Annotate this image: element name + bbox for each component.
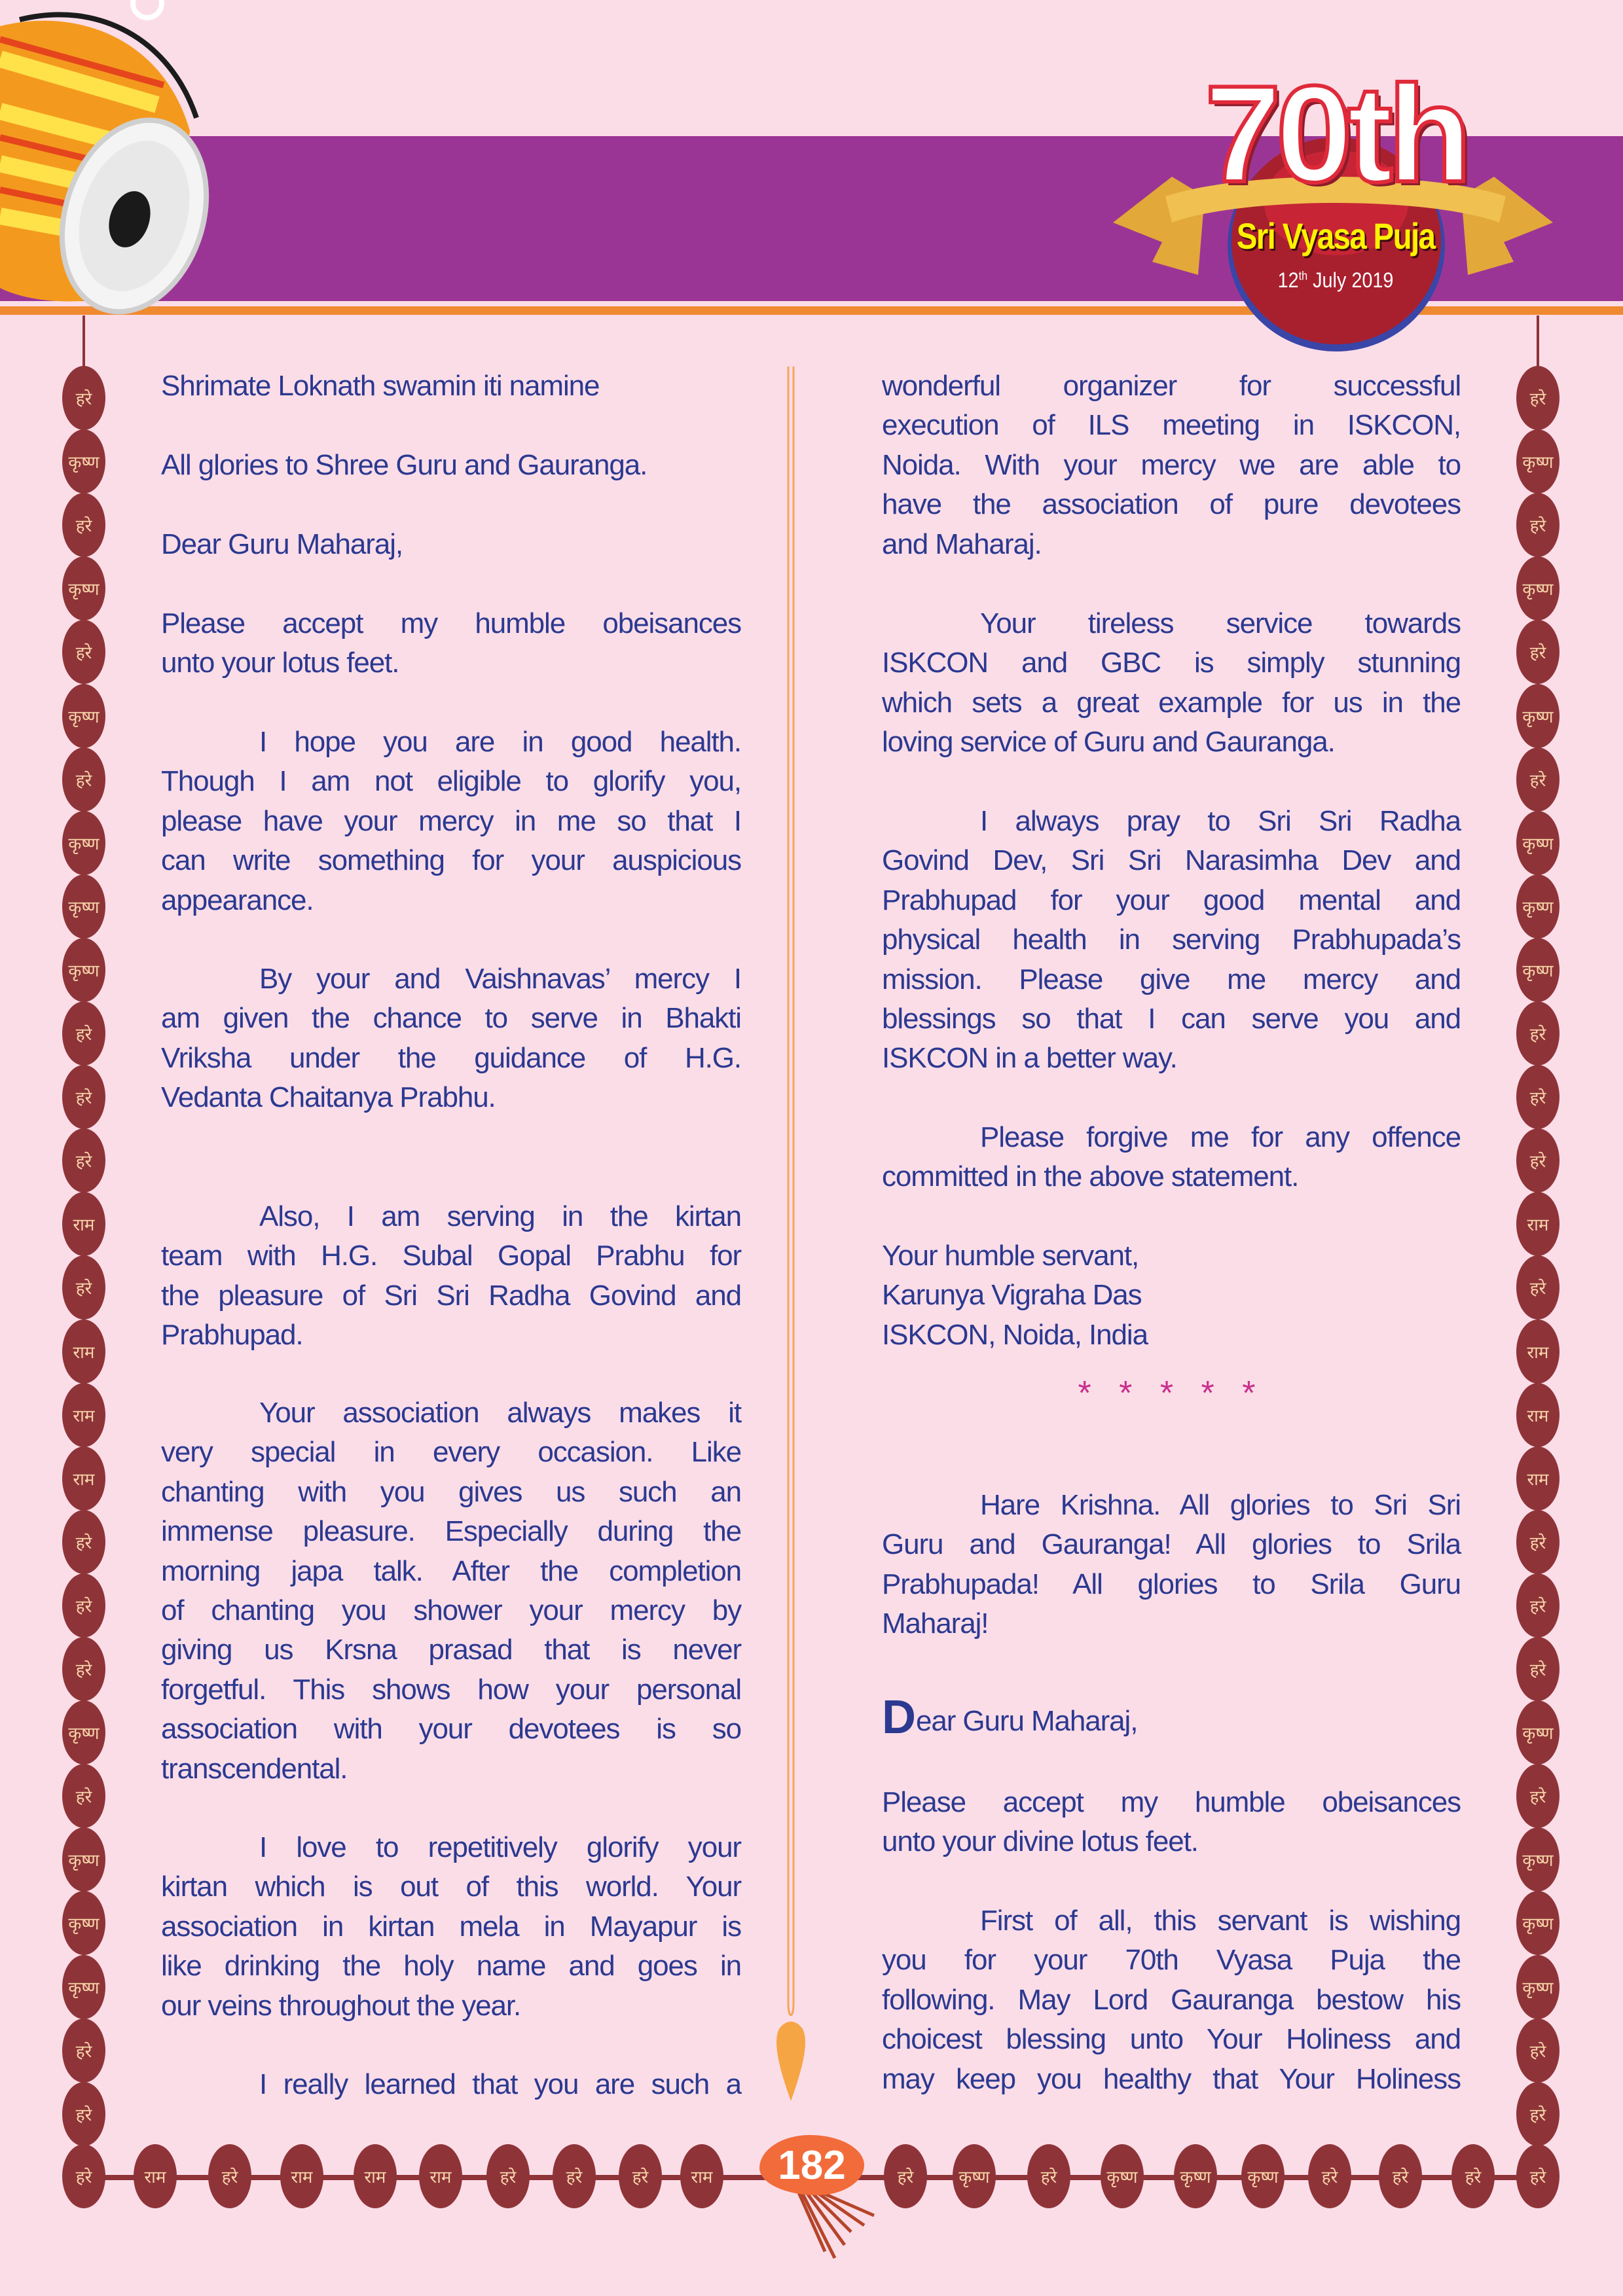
text-line: Prabhupad.	[161, 1319, 303, 1352]
bead-bottom: हरे	[1308, 2144, 1351, 2208]
paragraph	[161, 604, 741, 683]
text-line: Your tireless service towards	[980, 607, 1461, 639]
paragraph	[161, 723, 741, 920]
bead-bottom: कृष्ण	[1174, 2144, 1217, 2208]
text-line: Please forgive me for any offence	[980, 1121, 1461, 1153]
text-line: forgetful. This shows how your personal	[161, 1673, 741, 1706]
text-line: transcendental.	[161, 1752, 348, 1785]
date-rest: July 2019	[1307, 268, 1394, 292]
paragraph	[882, 1236, 1461, 1355]
text-line: immense pleasure. Especially during the	[161, 1515, 741, 1548]
text-line: our veins throughout the year.	[161, 1989, 521, 2022]
text-line: choicest blessing unto Your Holiness and	[882, 2023, 1461, 2056]
bead-right: कृष्ण	[1516, 1700, 1559, 1765]
bead-right: हरे	[1516, 2082, 1559, 2146]
column-divider	[776, 367, 805, 2101]
text-line: like drinking the holy name and goes in	[161, 1950, 741, 1982]
bead-left: हरे	[62, 1255, 105, 1319]
text-line: and Maharaj.	[882, 528, 1042, 560]
bead-bottom: हरे	[1451, 2144, 1495, 2208]
text-line: I always pray to Sri Sri Radha	[980, 805, 1461, 837]
paragraph	[161, 1393, 741, 1789]
bead-right: कृष्ण	[1516, 556, 1559, 620]
text-line: First of all, this servant is wishing	[980, 1905, 1461, 1937]
text-line: Govind Dev, Sri Sri Narasimha Dev and	[882, 844, 1461, 877]
drop-cap: D	[882, 1691, 916, 1744]
paragraph	[882, 1901, 1461, 2099]
bead-left: हरे	[62, 366, 105, 430]
paragraph	[161, 367, 741, 406]
bead-bottom: हरे	[553, 2144, 596, 2208]
bead-bottom: कृष्ण	[1101, 2144, 1144, 2208]
bead-right: हरे	[1516, 366, 1559, 430]
bead-bottom: राम	[134, 2144, 177, 2208]
bead-left: हरे	[62, 1001, 105, 1066]
text-line: wonderful organizer for successful	[882, 370, 1461, 402]
text-line: kirtan which is out of this world. Your	[161, 1871, 741, 1903]
text-line: Dear Guru Maharaj,	[161, 528, 403, 560]
bead-right: राम	[1516, 1319, 1559, 1384]
paragraph	[882, 1783, 1461, 1862]
bead-bottom: हरे	[884, 2144, 927, 2208]
bead-left: कृष्ण	[62, 1827, 105, 1892]
paragraph	[161, 1828, 741, 2026]
bead-bottom: हरे	[62, 2144, 105, 2208]
bead-right: हरे	[1516, 1001, 1559, 1066]
text-line: following. May Lord Gauranga bestow his	[882, 1983, 1461, 2016]
text-line: Noida. With your mercy we are able to	[882, 448, 1461, 481]
text-line: Vedanta Chaitanya Prabhu.	[161, 1081, 496, 1114]
text-line: Shrimate Loknath swamin iti namine	[161, 370, 600, 402]
text-line: Your humble servant,	[882, 1240, 1139, 1272]
bead-right: हरे	[1516, 493, 1559, 557]
bead-left: कृष्ण	[62, 1955, 105, 2019]
bead-right: हरे	[1516, 1255, 1559, 1319]
text-line: giving us Krsna prasad that is never	[161, 1634, 741, 1666]
date-day: 12	[1277, 268, 1299, 292]
bead-bottom: हरे	[1379, 2144, 1422, 2208]
bead-right: कृष्ण	[1516, 811, 1559, 875]
paragraph	[882, 1691, 1461, 1744]
bead-left: कृष्ण	[62, 1891, 105, 1955]
text-line: ISKCON in a better way.	[882, 1042, 1177, 1075]
bead-right: कृष्ण	[1516, 429, 1559, 493]
bead-right: कृष्ण	[1516, 874, 1559, 939]
text-line: Please accept my humble obeisances	[882, 1786, 1461, 1818]
paragraph	[882, 1486, 1461, 1644]
text-line: I really learned that you are such a	[259, 2068, 741, 2100]
bead-right: कृष्ण	[1516, 684, 1559, 748]
text-line: of chanting you shower your mercy by	[161, 1594, 741, 1626]
paragraph	[161, 960, 741, 1118]
text-line: Maharaj!	[882, 1607, 989, 1640]
text-line: Prabhupada! All glories to Srila Guru	[882, 1568, 1461, 1600]
paragraph	[161, 446, 741, 485]
text-line: appearance.	[161, 884, 314, 916]
bead-bottom: हरे	[1516, 2144, 1559, 2208]
badge-date	[1194, 268, 1477, 293]
text-line: Also, I am serving in the kirtan	[259, 1200, 741, 1232]
text-line: I hope you are in good health.	[259, 726, 741, 758]
date-suffix: th	[1298, 269, 1308, 283]
text-line: Hare Krishna. All glories to Sri Sri	[980, 1489, 1461, 1521]
bead-right: हरे	[1516, 1764, 1559, 1828]
text-line: Though I am not eligible to glorify you,	[161, 765, 741, 798]
bead-left: कृष्ण	[62, 556, 105, 620]
text-line: Please accept my humble obeisances	[161, 607, 741, 639]
bead-right: हरे	[1516, 747, 1559, 812]
bead-left: हरे	[62, 493, 105, 557]
section-separator: * * * * *	[1078, 1374, 1265, 1412]
text-line: loving service of Guru and Gauranga.	[882, 726, 1335, 759]
bead-right: हरे	[1516, 1128, 1559, 1193]
bead-left: कृष्ण	[62, 1700, 105, 1765]
paragraph	[882, 367, 1461, 564]
bead-bottom: हरे	[208, 2144, 251, 2208]
bead-left: कृष्ण	[62, 429, 105, 493]
text-line: association in kirtan mela in Mayapur is	[161, 1910, 741, 1943]
text-line: very special in every occasion. Like	[161, 1436, 741, 1469]
bead-left: कृष्ण	[62, 938, 105, 1002]
bead-bottom: हरे	[1027, 2144, 1070, 2208]
bead-left: हरे	[62, 2018, 105, 2083]
bead-left: हरे	[62, 1065, 105, 1129]
bead-left: राम	[62, 1319, 105, 1384]
bead-right: कृष्ण	[1516, 1827, 1559, 1892]
text-line: mission. Please give me mercy and	[882, 963, 1461, 996]
text-line: By your and Vaishnavas’ mercy I	[259, 963, 741, 995]
bead-left: राम	[62, 1383, 105, 1447]
badge-number: 70th	[1205, 57, 1467, 211]
paragraph	[882, 1118, 1461, 1197]
bead-bottom: हरे	[619, 2144, 662, 2208]
text-line: Prabhupad for your good mental and	[882, 884, 1461, 916]
text-line: can write something for your auspicious	[161, 844, 741, 877]
text-line: execution of ILS meeting in ISKCON,	[882, 409, 1461, 442]
badge-title: Sri Vyasa Puja	[1236, 215, 1435, 257]
text-line: physical health in serving Prabhupada’s	[882, 924, 1461, 956]
paragraph	[161, 2065, 741, 2104]
text-line: have the association of pure devotees	[882, 488, 1461, 521]
bead-bottom: राम	[354, 2144, 397, 2208]
text-line: am given the chance to serve in Bhakti	[161, 1002, 741, 1035]
paragraph	[161, 1197, 741, 1355]
bead-left: हरे	[62, 620, 105, 684]
paragraph	[161, 525, 741, 564]
bead-bottom: कृष्ण	[1241, 2144, 1285, 2208]
bead-left: राम	[62, 1446, 105, 1511]
bead-right: राम	[1516, 1383, 1559, 1447]
bead-left: हरे	[62, 2082, 105, 2146]
bead-left: कृष्ण	[62, 684, 105, 748]
mridanga-drum-icon	[0, 0, 230, 331]
text-line: Vriksha under the guidance of H.G.	[161, 1041, 741, 1074]
text-line: blessings so that I can serve you and	[882, 1002, 1461, 1035]
text-line: Guru and Gauranga! All glories to Srila	[882, 1528, 1461, 1561]
page-number: 182	[759, 2135, 864, 2195]
bead-bottom: राम	[680, 2144, 723, 2208]
text-line: morning japa talk. After the completion	[161, 1554, 741, 1587]
bead-left: हरे	[62, 1573, 105, 1638]
text-line: unto your lotus feet.	[161, 647, 399, 679]
text-line: please have your mercy in me so that I	[161, 804, 741, 837]
bead-left: हरे	[62, 1637, 105, 1701]
text-line: may keep you healthy that Your Holiness	[882, 2062, 1461, 2095]
bead-right: हरे	[1516, 1065, 1559, 1129]
bead-left: कृष्ण	[62, 811, 105, 875]
text-line: Karunya Vigraha Das	[882, 1279, 1142, 1312]
tassel-icon	[799, 2193, 874, 2258]
bead-right: राम	[1516, 1192, 1559, 1256]
bead-left: हरे	[62, 1764, 105, 1828]
bead-left: हरे	[62, 1510, 105, 1574]
bead-bottom: राम	[419, 2144, 462, 2208]
bead-right: कृष्ण	[1516, 1955, 1559, 2019]
text-line: which sets a great example for us in the	[882, 686, 1461, 719]
bead-right: हरे	[1516, 1510, 1559, 1574]
text-line: team with H.G. Subal Gopal Prabhu for	[161, 1240, 741, 1272]
paragraph	[882, 802, 1461, 1079]
bead-bottom: कृष्ण	[953, 2144, 996, 2208]
text-line: unto your divine lotus feet.	[882, 1825, 1198, 1858]
text-line: chanting with you gives us such an	[161, 1475, 741, 1508]
bead-left: हरे	[62, 747, 105, 812]
bead-left: राम	[62, 1192, 105, 1256]
bead-bottom: राम	[280, 2144, 323, 2208]
paragraph	[882, 604, 1461, 762]
bead-bottom: हरे	[486, 2144, 530, 2208]
text-line: All glories to Shree Guru and Gauranga.	[161, 449, 647, 481]
bead-right: कृष्ण	[1516, 1891, 1559, 1955]
bead-right: राम	[1516, 1446, 1559, 1511]
bead-right: हरे	[1516, 1637, 1559, 1701]
bead-right: हरे	[1516, 620, 1559, 684]
bead-right: हरे	[1516, 1573, 1559, 1638]
bead-left: हरे	[62, 1128, 105, 1193]
text-line: Your association always makes it	[259, 1397, 741, 1429]
text-line: association with your devotees is so	[161, 1713, 741, 1746]
bead-right: हरे	[1516, 2018, 1559, 2083]
bead-right: कृष्ण	[1516, 938, 1559, 1002]
text-line: committed in the above statement.	[882, 1160, 1299, 1193]
text-line: you for your 70th Vyasa Puja the	[882, 1944, 1461, 1977]
bead-left: कृष्ण	[62, 874, 105, 939]
text-line: the pleasure of Sri Sri Radha Govind and	[161, 1279, 741, 1312]
text-line: ISKCON, Noida, India	[882, 1318, 1148, 1351]
text-line: Dear Guru Maharaj,	[882, 1691, 1138, 1744]
text-line: ISKCON and GBC is simply stunning	[882, 647, 1461, 679]
text-line: I love to repetitively glorify your	[259, 1831, 741, 1863]
